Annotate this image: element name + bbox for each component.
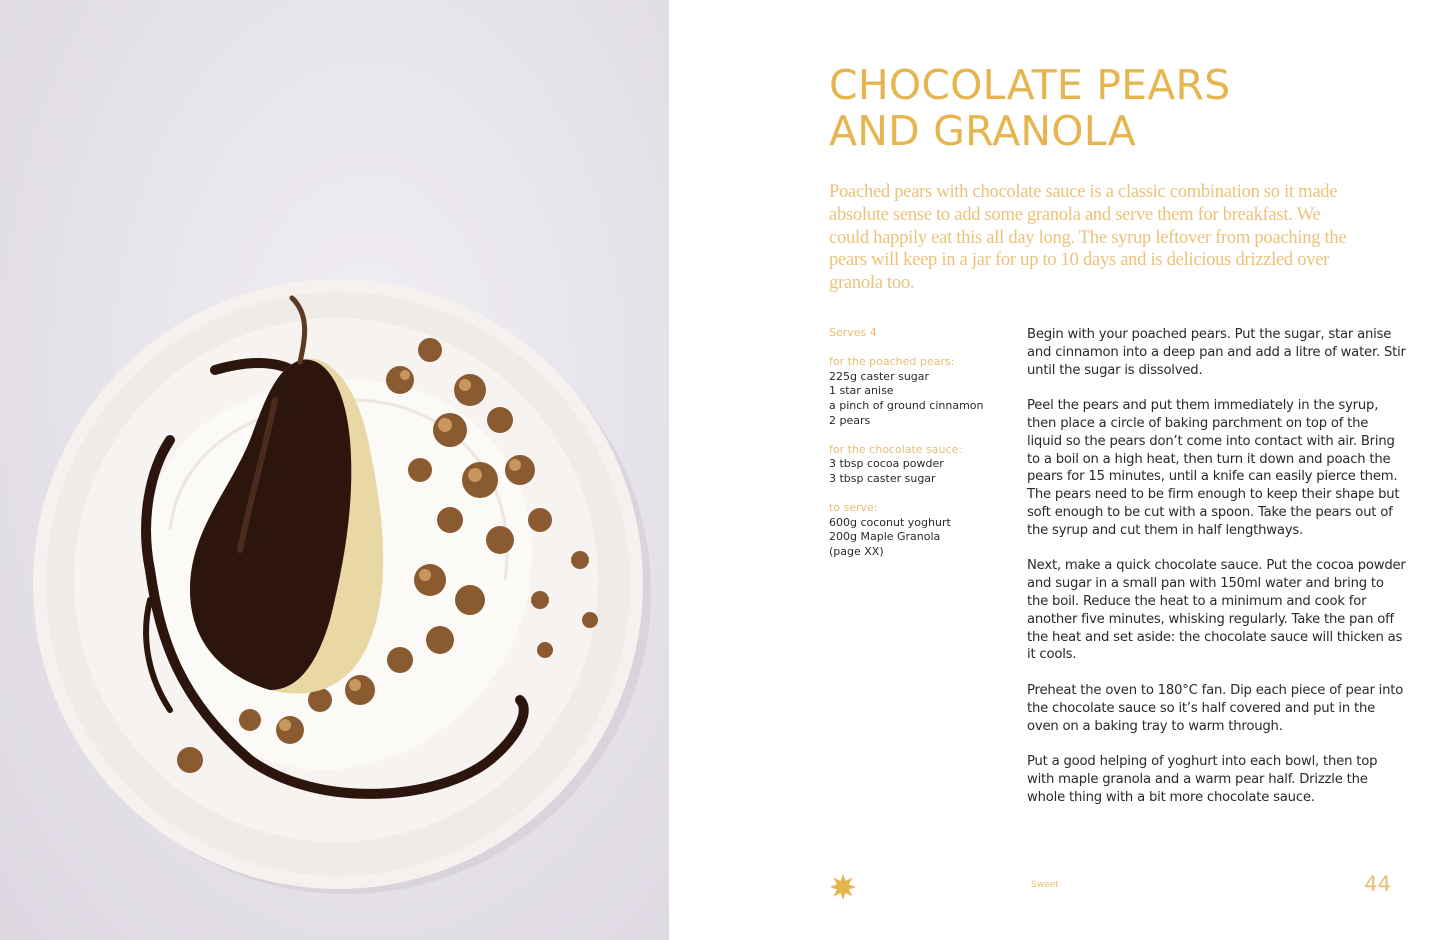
ingredient-item: 225g caster sugar [829,369,930,383]
method-step: Put a good helping of yoghurt into each bowl, then top with maple granola and a warm pear half. Drizzle the whole thing with a bit more chocolate sauce. [1027,754,1378,805]
recipe-page [669,0,1445,940]
method-step: Preheat the oven to 180°C fan. Dip each piece of pear into the chocolate sauce so it’s half covered and put in the oven on a baking tray to warm through. [1027,682,1404,734]
ingredients-list [829,326,1009,560]
ingredient-item: 3 tbsp caster sugar [829,471,936,485]
method-steps [1027,326,1407,824]
ingredient-group-title: for the poached pears: [829,355,955,369]
method-step: Begin with your poached pears. Put the sugar, star anise and cinnamon into a deep pan and add a litre of water. Stir until the sugar is dissolved. [1027,327,1406,378]
ingredient-item: 200g Maple Granola [829,530,941,544]
ingredient-item: a pinch of ground cinnamon [829,398,984,412]
page-number: 44 [1364,872,1391,896]
title-line-1: CHOCOLATE PEARS [829,61,1231,109]
ingredient-item: (page XX) [829,544,884,558]
ingredient-group-title: to serve: [829,501,878,515]
ingredient-group-to-serve [829,501,1009,559]
ingredient-group-chocolate-sauce [829,443,1009,487]
ingredient-item: 1 star anise [829,384,894,398]
ingredient-item: 600g coconut yoghurt [829,515,951,529]
ingredient-group-title: for the chocolate sauce: [829,442,963,456]
serves-label: Serves 4 [829,326,877,339]
recipe-intro: Poached pears with chocolate sauce is a classic combination so it made absolute sense to add some granola and serve them for breakfast. We could happily eat this all day long. The syrup leftover from poaching the pears will keep in a jar for up to 10 days and is delicious drizzled over granola too. [829,181,1347,294]
method-step: Peel the pears and put them immediately in the syrup, then place a circle of baking parchment on top of the liquid so the pears don’t come into contact with air. Bring to a boil on a high heat, then turn it down and poach the pears for 15 minutes, until a knife can easily pierce them. The pears need to be firm enough to keep their shape but soft enough to be cut with a spoon. Take the pears out of the syrup and cut them in half lengthways. [1027,398,1400,538]
ingredient-group-poached-pears [829,355,1009,428]
sun-star-icon [829,873,857,901]
recipe-title [829,62,1389,154]
ingredient-item: 2 pears [829,413,871,427]
title-line-2: AND GRANOLA [829,107,1136,155]
plate-illustration [0,0,669,940]
method-step: Next, make a quick chocolate sauce. Put the cocoa powder and sugar in a small pan with 150ml water and bring to the boil. Reduce the heat to a minimum and cook for another five minutes, whisking regularly. Take the pan off the heat and set aside: the chocolate sauce will thicken as it cools. [1027,558,1406,663]
ingredient-item: 3 tbsp cocoa powder [829,457,944,471]
section-name: Sweet [1031,880,1059,890]
recipe-photo [0,0,669,940]
